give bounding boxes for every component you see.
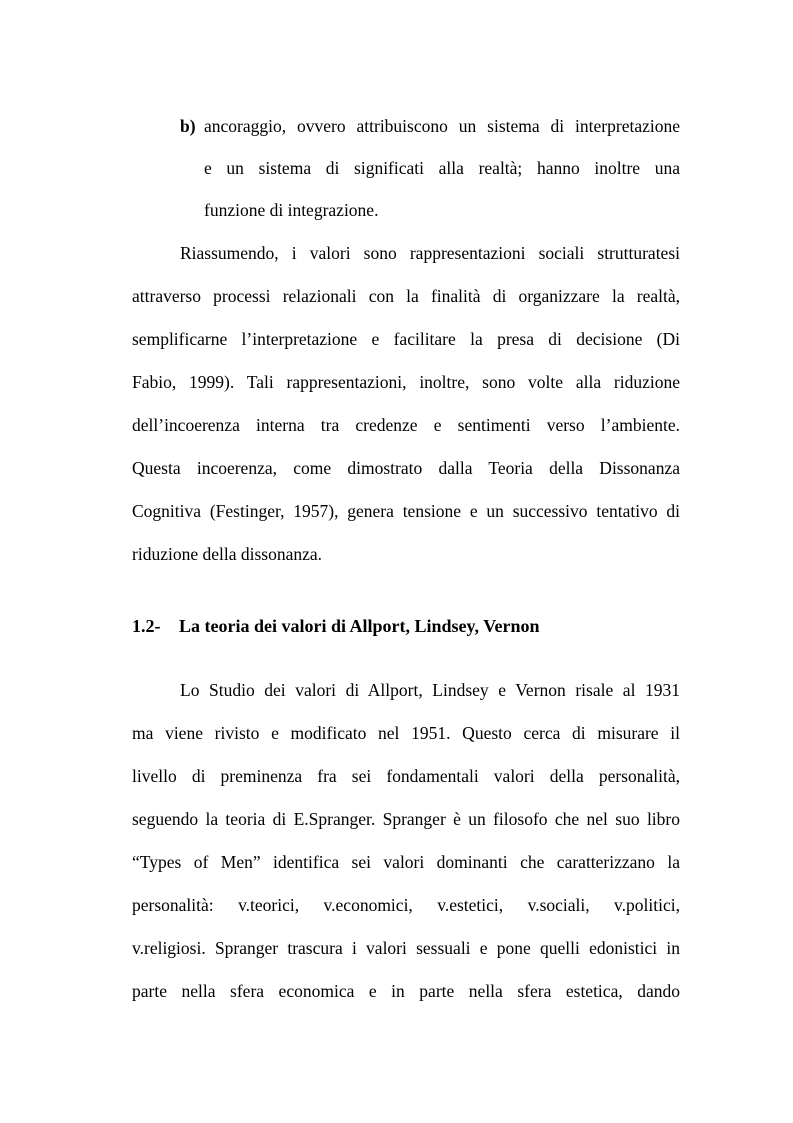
paragraph-line: “Types of Men” identifica sei valori dominanti che caratterizzano la bbox=[132, 852, 680, 872]
paragraph-line: Fabio, 1999). Tali rappresentazioni, inoltre, sono volte alla riduzione bbox=[132, 372, 680, 392]
paragraph-line: livello di preminenza fra sei fondamentali valori della personalità, bbox=[132, 766, 680, 786]
paragraph-line: parte nella sfera economica e in parte nella sfera estetica, dando bbox=[132, 981, 680, 1001]
paragraph-line: Lo Studio dei valori di Allport, Lindsey e Vernon risale al 1931 bbox=[180, 680, 680, 700]
paragraph-line: attraverso processi relazionali con la finalità di organizzare la realtà, bbox=[132, 286, 680, 306]
paragraph-line: dell’incoerenza interna tra credenze e sentimenti verso l’ambiente. bbox=[132, 415, 680, 435]
list-item-text-line: funzione di integrazione. bbox=[204, 200, 379, 220]
list-item-text-line: e un sistema di significati alla realtà; hanno inoltre una bbox=[204, 158, 680, 178]
paragraph-line: semplificarne l’interpretazione e facilitare la presa di decisione (Di bbox=[132, 329, 680, 349]
paragraph-line: v.religiosi. Spranger trascura i valori sessuali e pone quelli edonistici in bbox=[132, 938, 680, 958]
paragraph-line: Riassumendo, i valori sono rappresentazioni sociali strutturatesi bbox=[180, 243, 680, 263]
paragraph-line: seguendo la teoria di E.Spranger. Spranger è un filosofo che nel suo libro bbox=[132, 809, 680, 829]
list-item-text-line: ancoraggio, ovvero attribuiscono un sistema di interpretazione bbox=[204, 116, 680, 136]
paragraph-line: Questa incoerenza, come dimostrato dalla Teoria della Dissonanza bbox=[132, 458, 680, 478]
paragraph-line: ma viene rivisto e modificato nel 1951. Questo cerca di misurare il bbox=[132, 723, 680, 743]
paragraph-line: riduzione della dissonanza. bbox=[132, 544, 323, 564]
paragraph-line: Cognitiva (Festinger, 1957), genera tensione e un successivo tentativo di bbox=[132, 501, 680, 521]
section-heading bbox=[132, 614, 540, 638]
section-title: La teoria dei valori di Allport, Lindsey, Vernon bbox=[179, 616, 540, 636]
list-item-label: b) bbox=[180, 116, 196, 136]
section-number: 1.2- bbox=[132, 616, 161, 636]
paragraph-line: personalità: v.teorici, v.economici, v.estetici, v.sociali, v.politici, bbox=[132, 895, 680, 915]
